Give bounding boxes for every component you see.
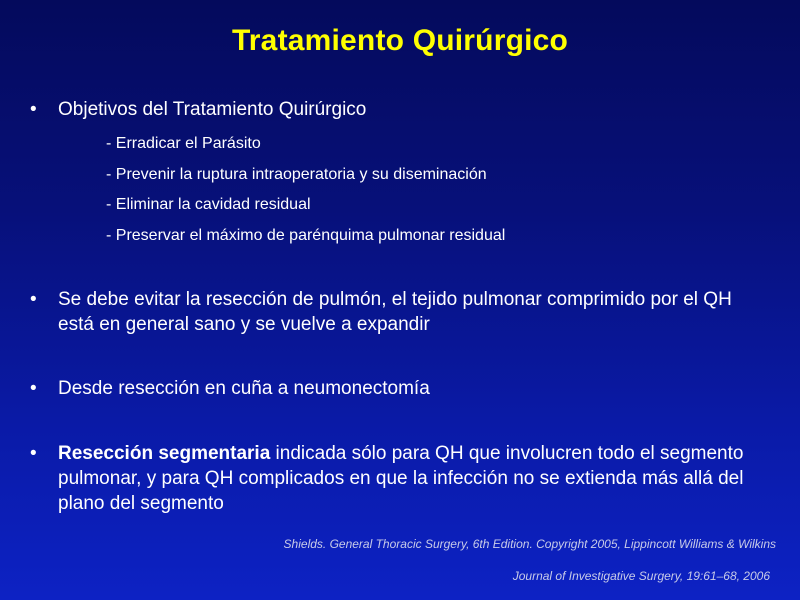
bullet-bold-term: Resección segmentaria bbox=[58, 443, 271, 464]
subitem-prevenir: - Prevenir la ruptura intraoperatoria y su diseminación bbox=[106, 166, 487, 183]
citation-shields: Shields. General Thoracic Surgery, 6th Edition. Copyright 2005, Lippincott Williams & Wilkins bbox=[283, 537, 776, 551]
bullet-text: Se debe evitar la resección de pulmón, el tejido pulmonar comprimido por el QH está en general sano y se vuelve a expandir bbox=[58, 289, 732, 335]
subitem-eliminar: - Eliminar la cavidad residual bbox=[106, 196, 311, 213]
bullet-dot: • bbox=[30, 289, 37, 310]
bullet-dot: • bbox=[30, 99, 37, 120]
subitem-erradicar: - Erradicar el Parásito bbox=[106, 135, 261, 152]
bullet-text: Desde resección en cuña a neumonectomía bbox=[58, 378, 430, 399]
citation-journal: Journal of Investigative Surgery, 19:61–68, 2006 bbox=[512, 569, 770, 583]
bullet-text bbox=[58, 441, 770, 516]
subitem-preservar: - Preservar el máximo de parénquima pulmonar residual bbox=[106, 227, 506, 244]
slide-title: Tratamiento Quirúrgico bbox=[231, 24, 569, 57]
bullet-dot: • bbox=[30, 378, 37, 399]
bullet-rest-text: indicada sólo para QH que involucren todo el segmento pulmonar, y para QH complicados en que la infección no se extienda más allá del plano del segmento bbox=[58, 443, 744, 514]
bullet-text: Objetivos del Tratamiento Quirúrgico bbox=[58, 99, 367, 120]
bullet-dot: • bbox=[30, 443, 37, 464]
